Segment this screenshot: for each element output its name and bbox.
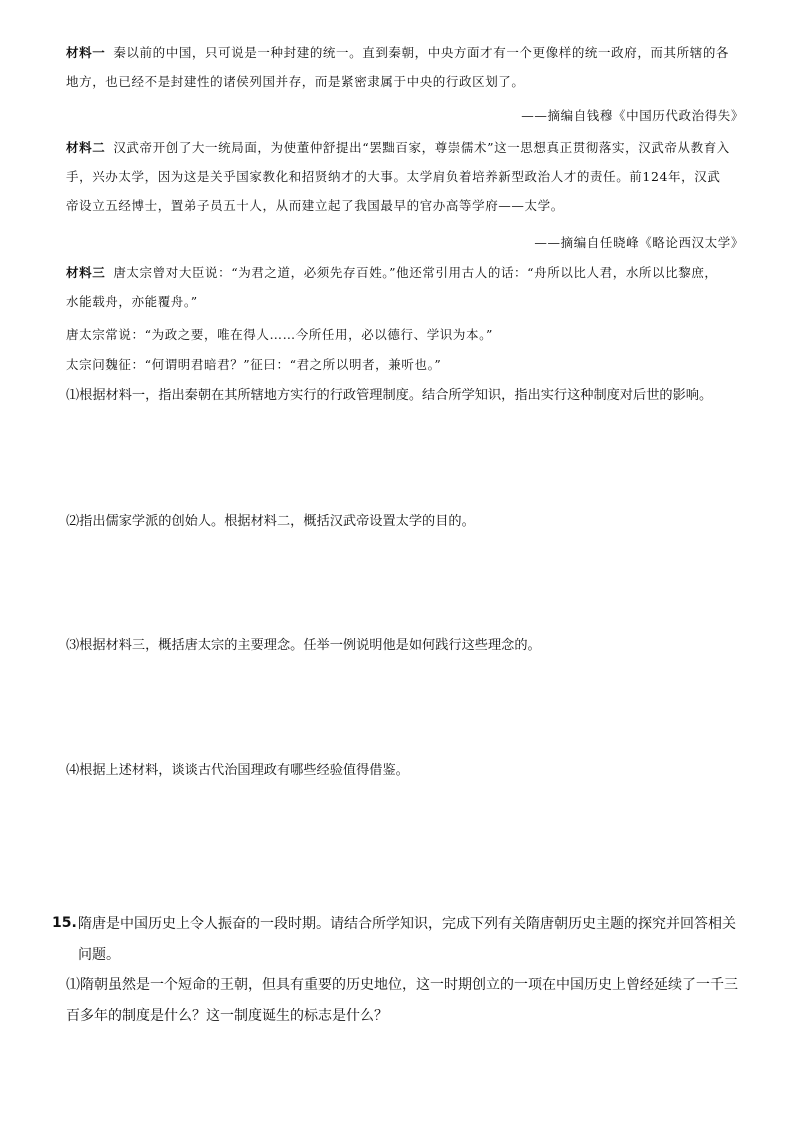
question-15-sub-1: ⑴隋朝虽然是一个短命的王朝，但具有重要的历史地位，这一时期创立的一项在中国历史上曾经延续了一千三百多年的制度是什么？这一制度诞生的标志是什么？ (66, 977, 738, 1024)
question-2: ⑵指出儒家学派的创始人。根据材料二，概括汉武帝设置太学的目的。 (66, 514, 475, 529)
question-3: ⑶根据材料三，概括唐太宗的主要理念。任举一例说明他是如何践行这些理念的。 (66, 638, 541, 653)
question-1: ⑴根据材料一，指出秦朝在其所辖地方实行的行政管理制度。结合所学知识，指出实行这种制度对后世的影响。 (66, 388, 713, 403)
material-3-line-3: 太宗问魏征：“何谓明君暗君？”征曰：“君之所以明者，兼听也。” (66, 357, 442, 372)
material-3-text: 唐太宗曾对大臣说：“为君之道，必须先存百姓。”他还常引用古人的话：“舟所以比人君，水所以比黎庶，水能载舟，亦能覆舟。” (66, 265, 718, 309)
material-3 (66, 258, 730, 316)
material-1 (66, 38, 730, 96)
question-15-number: 15. (52, 915, 77, 931)
material-1-tag: 材料一 (66, 45, 106, 60)
material-3-tag: 材料三 (66, 265, 106, 280)
question-15-stem: 隋唐是中国历史上令人振奋的一段时期。请结合所学知识，完成下列有关隋唐朝历史主题的探究并回答相关问题。 (78, 916, 736, 963)
material-3-line-2: 唐太宗常说：“为政之要，唯在得人……今所任用，必以德行、学识为本。” (66, 327, 493, 342)
question-4: ⑷根据上述材料，谈谈古代治国理政有哪些经验值得借鉴。 (66, 763, 409, 778)
material-2 (66, 133, 730, 220)
material-2-tag: 材料二 (66, 140, 106, 155)
material-2-text: 汉武帝开创了大一统局面，为使董仲舒提出“罢黜百家，尊崇儒术”这一思想真正贯彻落实，汉武帝从教育入手，兴办太学，因为这是关乎国家教化和招贤纳才的大事。太学肩负着培养新型政治人才的责任。前124年，汉武帝设立五经博士，置弟子员五十人，从而建立起了我国最早的官办高等学府——太学。 (66, 140, 730, 213)
material-2-source: ——摘编自任晓峰《略论西汉太学》 (534, 235, 744, 250)
material-1-source: ——摘编自钱穆《中国历代政治得失》 (521, 108, 744, 123)
material-1-text: 秦以前的中国，只可说是一种封建的统一。直到秦朝，中央方面才有一个更像样的统一政府，而其所辖的各地方，也已经不是封建性的诸侯列国并存，而是紧密隶属于中央的行政区划了。 (66, 45, 730, 89)
